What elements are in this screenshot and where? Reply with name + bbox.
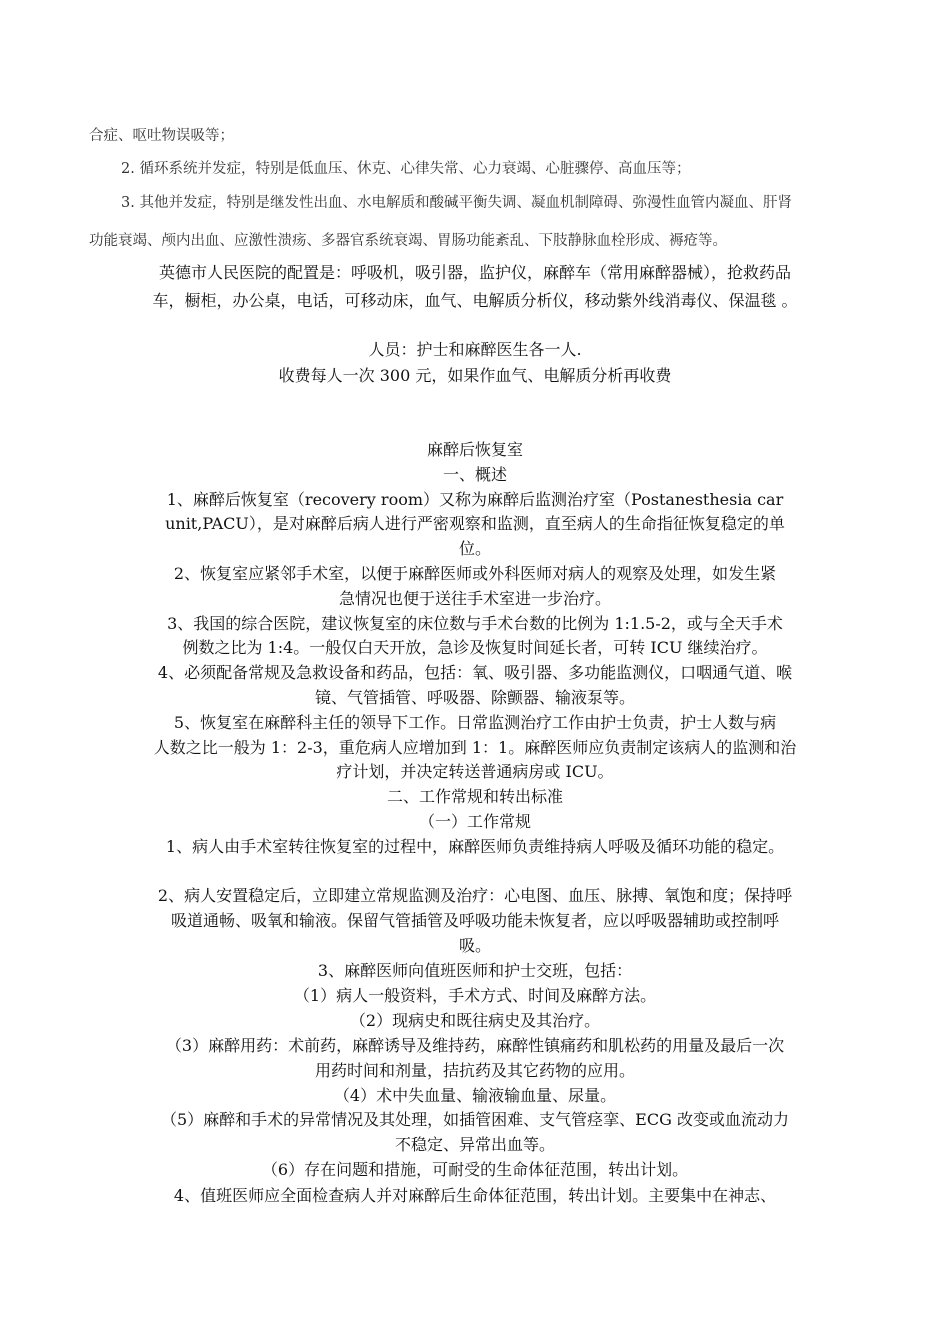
overview-line: 2、恢复室应紧邻手术室，以便于麻醉医师或外科医师对病人的观察及处理，如发生紧 — [173, 564, 777, 583]
intro-line: 2. 循环系统并发症，特别是低血压、休克、心律失常、心力衰竭、心脏骤停、高血压等； — [121, 161, 691, 177]
routine-line: 3、麻醉医师向值班医师和护士交班，包括： — [317, 961, 633, 980]
overview-line: 4、必须配备常规及急救设备和药品，包括：氧、吸引器、多功能监测仪，口咽通气道、喉 — [157, 663, 793, 682]
intro-line: 合症、呕吐物误吸等； — [89, 128, 234, 144]
config-line: 英德市人民医院的配置是：呼吸机，吸引器，监护仪，麻醉车（常用麻醉器械），抢救药品 — [158, 263, 791, 282]
routine-line: （5）麻醉和手术的异常情况及其处理，如插管困难、支气管痉挛、ECG 改变或血流动力 — [161, 1110, 789, 1129]
section-title: 麻醉后恢复室 — [426, 440, 523, 459]
routine-line: 2、病人安置稳定后，立即建立常规监测及治疗：心电图、血压、脉搏、氧饱和度；保持呼 — [157, 886, 793, 905]
routine-line: （3）麻醉用药：术前药，麻醉诱导及维持药，麻醉性镇痛药和肌松药的用量及最后一次 — [165, 1036, 785, 1055]
overview-line: 1、麻醉后恢复室（recovery room）又称为麻醉后监测治疗室（Postanesthesia car — [166, 490, 784, 509]
overview-line: 急情况也便于送往手术室进一步治疗。 — [338, 589, 611, 608]
overview-line: 3、我国的综合医院，建议恢复室的床位数与手术台数的比例为 1:1.5-2，或与全天手术 — [167, 614, 783, 633]
routine-line: （2）现病史和既往病史及其治疗。 — [349, 1011, 601, 1030]
overview-line: 镜、气管插管、呼吸器、除颤器、输液泵等。 — [314, 688, 635, 707]
routine-line: 吸。 — [458, 936, 491, 955]
overview-line: unit,PACU），是对麻醉后病人进行严密观察和监测，直至病人的生命指征恢复稳定的单 — [165, 514, 785, 533]
intro-line: 功能衰竭、颅内出血、应激性溃疡、多器官系统衰竭、胃肠功能紊乱、下肢静脉血栓形成、褥疮等。 — [89, 233, 727, 249]
routine-line: 4、值班医师应全面检查病人并对麻醉后生命体征范围，转出计划。主要集中在神志、 — [173, 1186, 777, 1205]
heading-routine: 二、工作常规和转出标准 — [386, 787, 563, 806]
routine-line: （6）存在问题和措施，可耐受的生命体征范围，转出计划。 — [261, 1160, 689, 1179]
routine-line: 1、病人由手术室转往恢复室的过程中，麻醉医师负责维持病人呼吸及循环功能的稳定。 — [165, 837, 785, 856]
heading-overview: 一、概述 — [442, 465, 507, 484]
fee-line: 收费每人一次 300 元，如果作血气、电解质分析再收费 — [278, 366, 672, 385]
overview-line: 位。 — [458, 539, 491, 558]
config-line: 车，橱柜，办公桌，电话，可移动床，血气、电解质分析仪，移动紫外线消毒仪、保温毯 。 — [152, 291, 798, 310]
routine-line: 用药时间和剂量，拮抗药及其它药物的应用。 — [314, 1061, 635, 1080]
staff-line: 人员：护士和麻醉医生各一人. — [368, 340, 582, 359]
overview-line: 人数之比一般为 1：2-3，重危病人应增加到 1：1。麻醉医师应负责制定该病人的监测和治 — [153, 738, 797, 757]
subheading-routine: （一）工作常规 — [418, 812, 531, 831]
overview-line: 例数之比为 1:4。一般仅白天开放，急诊及恢复时间延长者，可转 ICU 继续治疗。 — [182, 638, 768, 657]
routine-line: 吸道通畅、吸氧和输液。保留气管插管及呼吸功能未恢复者，应以呼吸器辅助或控制呼 — [170, 911, 779, 930]
intro-line: 3. 其他并发症，特别是继发性出血、水电解质和酸碱平衡失调、凝血机制障碍、弥漫性血管内凝血、肝肾 — [121, 195, 792, 211]
overview-line: 疗计划，并决定转送普通病房或 ICU。 — [336, 762, 614, 781]
routine-line: （1）病人一般资料，手术方式、时间及麻醉方法。 — [293, 986, 657, 1005]
overview-line: 5、恢复室在麻醉科主任的领导下工作。日常监测治疗工作由护士负责，护士人数与病 — [173, 713, 777, 732]
routine-line: （4）术中失血量、输液输血量、尿量。 — [333, 1086, 617, 1105]
routine-line: 不稳定、异常出血等。 — [394, 1135, 555, 1154]
